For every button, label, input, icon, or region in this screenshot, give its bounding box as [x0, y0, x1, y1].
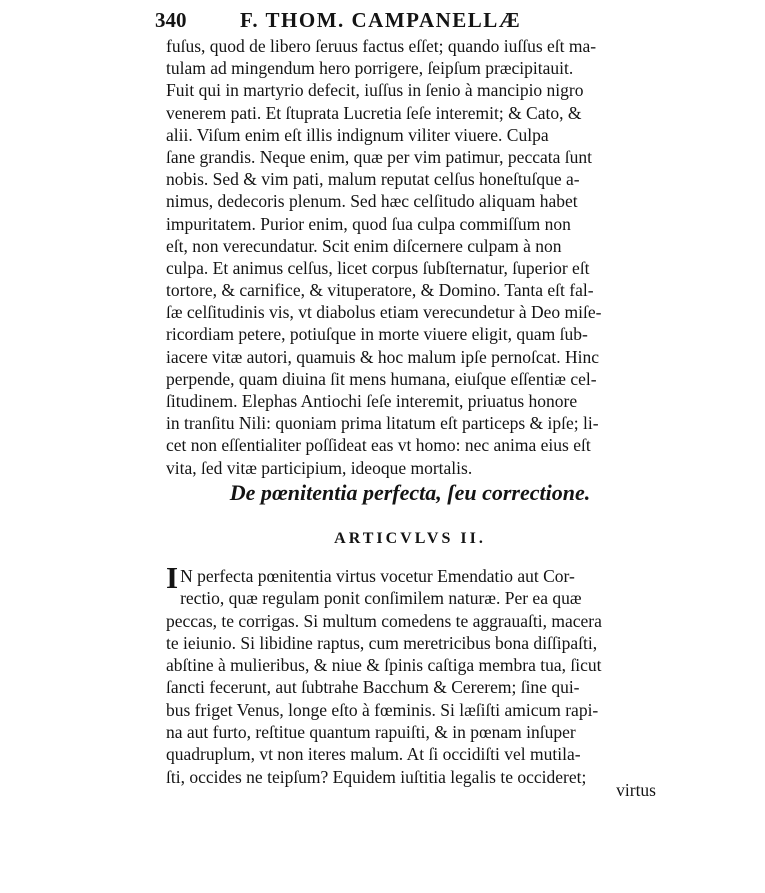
text-line: iacere vitæ autori, quamuis & hoc malum ipſe pernoſcat. Hinc [166, 346, 599, 367]
page-header [155, 6, 595, 36]
section-title: De pœnitentia perfecta, ſeu correctione. [229, 480, 591, 505]
running-head: F. THOM. CAMPANELLÆ [240, 8, 522, 32]
text-line: cet non eſſentialiter poſſideat eas vt homo: nec anima eius eſt [166, 435, 591, 456]
text-line: in tranſitu Nili: quoniam prima litatum eſt particeps & ipſe; li- [166, 413, 599, 434]
text-line: ſancti fecerunt, aut ſubtrahe Bacchum & Cererem; ſine qui- [166, 677, 580, 698]
text-line: impuritatem. Purior enim, quod ſua culpa commiſſum non [166, 213, 571, 234]
text-line: ricordiam petere, potiuſque in morte viuere eligit, quam ſub- [166, 324, 588, 345]
text-line: ſæ celſitudinis vis, vt diabolus etiam verecundetur à Deo miſe- [166, 302, 602, 323]
text-line: bus friget Venus, longe eſto à fœminis. Si læſiſti amicum rapi- [166, 699, 599, 720]
text-line: alii. Viſum enim eſt illis indignum viliter viuere. Culpa [166, 124, 549, 145]
text-line: nobis. Sed & vim pati, malum reputat celſus honeſtuſque a- [166, 169, 580, 190]
text-line: culpa. Et animus celſus, licet corpus ſubſternatur, ſuperior eſt [166, 257, 590, 278]
text-line: nimus, dedecoris plenum. Sed hæc celſitudo aliquam habet [166, 191, 578, 212]
text-line: abſtine à mulieribus, & niue & ſpinis caſtiga membra tua, ſicut [166, 655, 602, 676]
text-line: fuſus, quod de libero ſeruus factus eſſet; quando iuſſus eſt ma- [166, 36, 597, 56]
text-line: rectio, quæ regulam ponit conſimilem naturæ. Per ea quæ [180, 588, 582, 609]
drop-cap: I [166, 560, 179, 595]
text-line: ſane grandis. Neque enim, quæ per vim patimur, peccata ſunt [166, 146, 592, 167]
text-line: perpende, quam diuina ſit mens humana, eiuſque eſſentiæ cel- [166, 368, 597, 389]
text-line: peccas, te corrigas. Si multum comedens te aggrauaſti, macera [166, 610, 602, 631]
catchword: virtus [616, 780, 656, 800]
text-line: tortore, & carnifice, & vituperatore, & Domino. Tanta eſt fal- [166, 280, 594, 301]
text-line-first [166, 560, 656, 595]
page-number: 340 [155, 8, 187, 32]
text-line: te ieiunio. Si libidine raptus, cum meretricibus bona diſſipaſti, [166, 632, 598, 653]
text-line: vita, ſed vitæ participium, ideoque mortalis. [166, 457, 473, 478]
text-line: eſt, non verecundatur. Scit enim diſcernere culpam à non [166, 235, 562, 256]
article-label: ARTICVLVS II. [334, 530, 486, 547]
body-text-top [166, 35, 656, 479]
text-line: tulam ad mingendum hero porrigere, ſeipſum præcipitauit. [166, 58, 574, 79]
first-line-text: N perfecta pœnitentia virtus vocetur Emendatio aut Cor- [180, 566, 575, 586]
text-line: Fuit qui in martyrio defecit, iuſſus in ſenio à mancipio nigro [166, 80, 584, 101]
text-line: venerem pati. Et ſtuprata Lucretia ſeſe interemit; & Cato, & [166, 102, 582, 123]
text-line: quadruplum, vt non iteres malum. At ſi occidiſti vel mutila- [166, 744, 581, 765]
text-line: ſitudinem. Elephas Antiochi ſeſe interemit, priuatus honore [166, 391, 578, 411]
text-line: ſti, occides ne teipſum? Equidem iuſtitia legalis te occideret; [166, 766, 587, 787]
body-text-bottom [166, 560, 656, 788]
text-line: na aut furto, reſtitue quantum rapuiſti, & in pœnam inſuper [166, 722, 576, 743]
